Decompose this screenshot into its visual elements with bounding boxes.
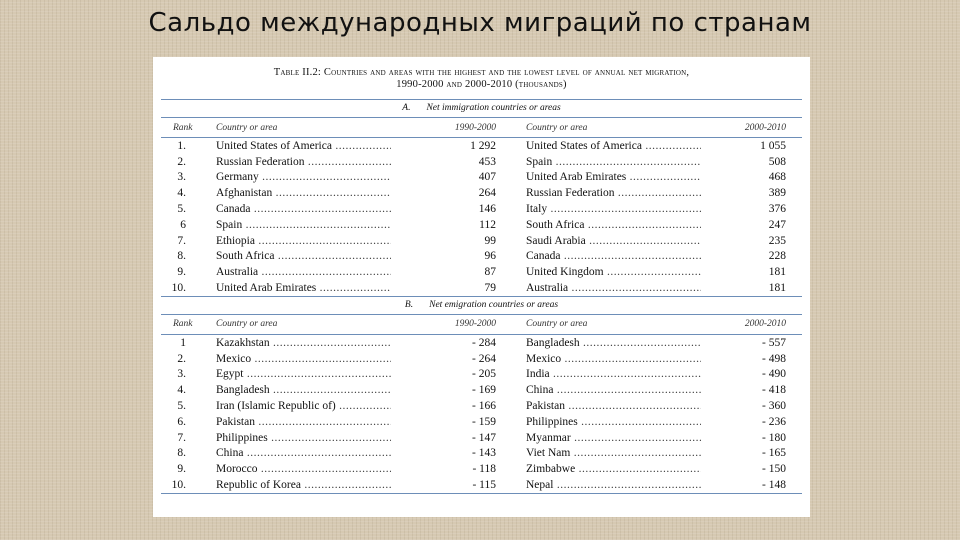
country-cell-2000-2010: Russian Federation ..... bbox=[526, 187, 701, 199]
country-cell-1990-2000: Pakistan ..... bbox=[216, 416, 391, 428]
value-cell-1990-2000: 146 bbox=[478, 203, 496, 216]
country-cell-2000-2010: China ..... bbox=[526, 384, 701, 396]
table-row bbox=[161, 398, 802, 414]
table-row bbox=[161, 280, 802, 296]
country-cell-2000-2010: Pakistan ..... bbox=[526, 400, 701, 412]
value-cell-2000-2010: - 498 bbox=[762, 352, 786, 365]
rank-cell: 4. bbox=[177, 187, 186, 200]
rank-cell: 2. bbox=[177, 352, 186, 365]
value-cell-1990-2000: 87 bbox=[484, 266, 496, 279]
rank-cell: 5. bbox=[177, 203, 186, 216]
table-caption-line1: Table II.2: Countries and areas with the highest and the lowest level of annual net migration, bbox=[273, 67, 690, 78]
table-row bbox=[161, 233, 802, 249]
section-b-title: Net emigration countries or areas bbox=[429, 299, 559, 310]
rank-cell: 8. bbox=[177, 447, 186, 460]
value-cell-2000-2010: 181 bbox=[768, 282, 786, 295]
value-cell-2000-2010: - 148 bbox=[762, 479, 786, 492]
country-cell-2000-2010: Australia ..... bbox=[526, 282, 701, 294]
country-cell-2000-2010: Bangladesh ..... bbox=[526, 337, 701, 349]
rank-cell: 10. bbox=[171, 282, 186, 295]
value-cell-1990-2000: 79 bbox=[484, 282, 496, 295]
section-a-title: Net immigration countries or areas bbox=[426, 103, 561, 113]
value-cell-2000-2010: 235 bbox=[768, 234, 786, 247]
value-cell-2000-2010: 1 055 bbox=[760, 139, 786, 152]
rank-cell: 1. bbox=[177, 139, 186, 152]
value-cell-1990-2000: - 159 bbox=[472, 415, 496, 428]
header-country-1: Country or area bbox=[216, 122, 278, 133]
country-cell-2000-2010: South Africa ..... bbox=[526, 219, 701, 231]
country-cell-1990-2000: Philippines ..... bbox=[216, 432, 391, 444]
country-cell-1990-2000: China ..... bbox=[216, 447, 391, 459]
table-row bbox=[161, 249, 802, 265]
table-row bbox=[161, 446, 802, 462]
value-cell-1990-2000: 99 bbox=[484, 234, 496, 247]
value-cell-2000-2010: - 557 bbox=[762, 336, 786, 349]
header-period-2: 2000-2010 bbox=[744, 122, 786, 133]
value-cell-2000-2010: 389 bbox=[768, 187, 786, 200]
table-caption-line2: 1990-2000 and 2000-2010 (thousands) bbox=[396, 79, 567, 90]
rank-cell: 4. bbox=[177, 384, 186, 397]
table-row bbox=[161, 264, 802, 280]
country-cell-1990-2000: United Arab Emirates ..... bbox=[216, 282, 391, 294]
country-cell-1990-2000: Mexico ..... bbox=[216, 353, 391, 365]
value-cell-2000-2010: 508 bbox=[768, 155, 786, 168]
country-cell-2000-2010: United States of America ..... bbox=[526, 140, 701, 152]
slide-title: Сальдо международных миграций по странам bbox=[148, 8, 812, 38]
country-cell-1990-2000: Russian Federation ..... bbox=[216, 156, 391, 168]
section-b-header-row bbox=[161, 315, 802, 335]
section-b-heading bbox=[161, 296, 802, 315]
value-cell-1990-2000: 112 bbox=[479, 218, 496, 231]
country-cell-1990-2000: Afghanistan ..... bbox=[216, 187, 391, 199]
rank-cell: 6 bbox=[180, 218, 186, 231]
value-cell-2000-2010: 247 bbox=[768, 218, 786, 231]
header-period-1: 1990-2000 bbox=[454, 122, 496, 133]
value-cell-2000-2010: 376 bbox=[768, 203, 786, 216]
section-b-rows bbox=[161, 335, 802, 494]
country-cell-2000-2010: Mexico ..... bbox=[526, 353, 701, 365]
table-row bbox=[161, 170, 802, 186]
country-cell-2000-2010: India ..... bbox=[526, 368, 701, 380]
section-a-rows bbox=[161, 138, 802, 296]
country-cell-2000-2010: Myanmar ..... bbox=[526, 432, 701, 444]
value-cell-2000-2010: 228 bbox=[768, 250, 786, 263]
value-cell-1990-2000: - 115 bbox=[472, 479, 496, 492]
rank-cell: 5. bbox=[177, 400, 186, 413]
country-cell-1990-2000: Bangladesh ..... bbox=[216, 384, 391, 396]
rank-cell: 2. bbox=[177, 155, 186, 168]
country-cell-1990-2000: Germany ..... bbox=[216, 171, 391, 183]
value-cell-1990-2000: 1 292 bbox=[470, 139, 496, 152]
country-cell-2000-2010: Spain ..... bbox=[526, 156, 701, 168]
value-cell-1990-2000: 96 bbox=[484, 250, 496, 263]
value-cell-2000-2010: - 150 bbox=[762, 463, 786, 476]
value-cell-1990-2000: 453 bbox=[478, 155, 496, 168]
country-cell-1990-2000: Ethiopia ..... bbox=[216, 235, 391, 247]
table-row bbox=[161, 351, 802, 367]
rank-cell: 1 bbox=[180, 336, 186, 349]
header-period-1: 1990-2000 bbox=[454, 319, 496, 330]
header-country-1: Country or area bbox=[216, 319, 278, 330]
country-cell-1990-2000: Kazakhstan ..... bbox=[216, 337, 391, 349]
country-cell-2000-2010: Saudi Arabia ..... bbox=[526, 235, 701, 247]
country-cell-2000-2010: Viet Nam ..... bbox=[526, 447, 701, 459]
rank-cell: 7. bbox=[177, 234, 186, 247]
section-a-heading bbox=[161, 99, 802, 118]
country-cell-2000-2010: United Arab Emirates ..... bbox=[526, 171, 701, 183]
country-cell-1990-2000: Egypt ..... bbox=[216, 368, 391, 380]
migration-table bbox=[153, 57, 810, 517]
value-cell-1990-2000: - 147 bbox=[472, 431, 496, 444]
value-cell-2000-2010: - 180 bbox=[762, 431, 786, 444]
country-cell-2000-2010: Philippines ..... bbox=[526, 416, 701, 428]
table-row bbox=[161, 477, 802, 493]
rank-cell: 6. bbox=[177, 415, 186, 428]
value-cell-1990-2000: - 143 bbox=[472, 447, 496, 460]
table-caption bbox=[161, 67, 802, 91]
country-cell-1990-2000: Australia ..... bbox=[216, 266, 391, 278]
table-row bbox=[161, 414, 802, 430]
table-row bbox=[161, 382, 802, 398]
header-country-2: Country or area bbox=[526, 319, 588, 330]
rank-cell: 3. bbox=[177, 171, 186, 184]
header-country-2: Country or area bbox=[526, 122, 588, 133]
value-cell-2000-2010: - 418 bbox=[762, 384, 786, 397]
country-cell-2000-2010: Zimbabwe ..... bbox=[526, 463, 701, 475]
value-cell-2000-2010: 468 bbox=[768, 171, 786, 184]
table-row bbox=[161, 367, 802, 383]
value-cell-2000-2010: - 360 bbox=[762, 400, 786, 413]
country-cell-2000-2010: Canada ..... bbox=[526, 250, 701, 262]
value-cell-1990-2000: - 284 bbox=[472, 336, 496, 349]
value-cell-2000-2010: - 236 bbox=[762, 415, 786, 428]
value-cell-2000-2010: - 490 bbox=[762, 368, 786, 381]
value-cell-1990-2000: - 205 bbox=[472, 368, 496, 381]
table-row bbox=[161, 217, 802, 233]
country-cell-2000-2010: Italy ..... bbox=[526, 203, 701, 215]
table-row bbox=[161, 138, 802, 154]
section-a-header-row bbox=[161, 118, 802, 138]
value-cell-1990-2000: - 166 bbox=[472, 400, 496, 413]
country-cell-1990-2000: South Africa ..... bbox=[216, 250, 391, 262]
section-a-letter: A. bbox=[402, 103, 411, 113]
value-cell-2000-2010: - 165 bbox=[762, 447, 786, 460]
rank-cell: 10. bbox=[171, 479, 186, 492]
rank-cell: 9. bbox=[177, 463, 186, 476]
country-cell-1990-2000: Spain ..... bbox=[216, 219, 391, 231]
rank-cell: 7. bbox=[177, 431, 186, 444]
table-row bbox=[161, 154, 802, 170]
value-cell-1990-2000: - 169 bbox=[472, 384, 496, 397]
value-cell-1990-2000: - 118 bbox=[472, 463, 496, 476]
table-row bbox=[161, 201, 802, 217]
value-cell-1990-2000: 264 bbox=[478, 187, 496, 200]
table-row bbox=[161, 185, 802, 201]
country-cell-1990-2000: United States of America ..... bbox=[216, 140, 391, 152]
value-cell-1990-2000: 407 bbox=[478, 171, 496, 184]
header-rank: Rank bbox=[173, 122, 193, 133]
header-rank: Rank bbox=[173, 319, 193, 330]
value-cell-2000-2010: 181 bbox=[768, 266, 786, 279]
table-row bbox=[161, 461, 802, 477]
table-row bbox=[161, 430, 802, 446]
header-period-2: 2000-2010 bbox=[744, 319, 786, 330]
section-b-letter: B. bbox=[404, 299, 414, 310]
country-cell-2000-2010: United Kingdom ..... bbox=[526, 266, 701, 278]
table-row bbox=[161, 335, 802, 351]
rank-cell: 9. bbox=[177, 266, 186, 279]
country-cell-1990-2000: Morocco ..... bbox=[216, 463, 391, 475]
country-cell-2000-2010: Nepal ..... bbox=[526, 479, 701, 491]
country-cell-1990-2000: Republic of Korea ..... bbox=[216, 479, 391, 491]
rank-cell: 8. bbox=[177, 250, 186, 263]
country-cell-1990-2000: Iran (Islamic Republic of) ..... bbox=[216, 400, 391, 412]
country-cell-1990-2000: Canada ..... bbox=[216, 203, 391, 215]
value-cell-1990-2000: - 264 bbox=[472, 352, 496, 365]
rank-cell: 3. bbox=[177, 368, 186, 381]
